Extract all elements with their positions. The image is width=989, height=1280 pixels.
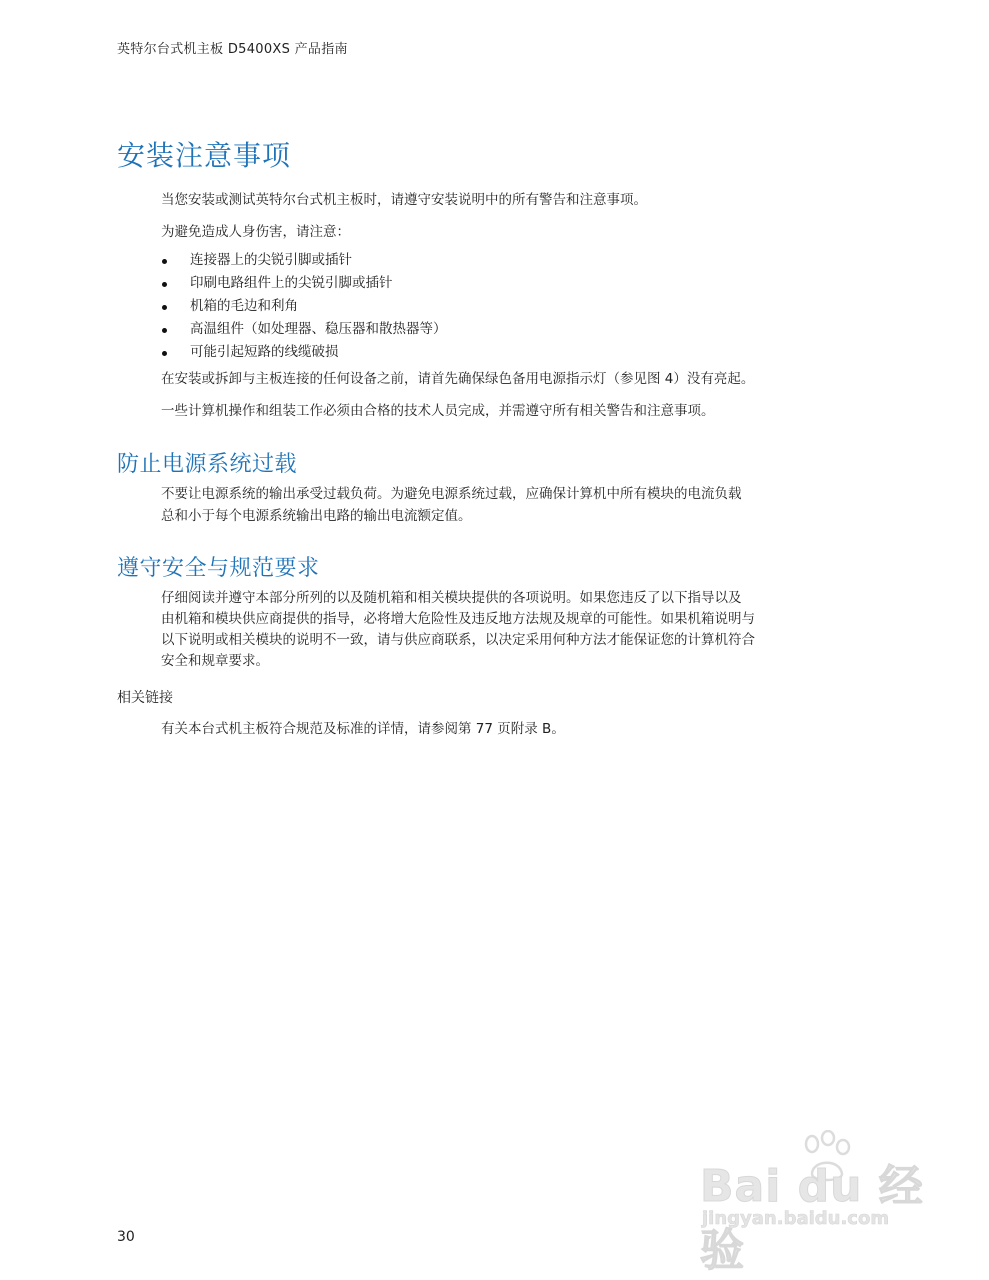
baidu-watermark <box>700 1130 940 1276</box>
section-title-installation: 安装注意事项 <box>117 139 292 172</box>
power-overload-line-2: 总和小于每个电源系统输出电路的输出电流额定值。 <box>161 508 472 524</box>
power-overload-line-1: 不要让电源系统的输出承受过载负荷。为避免电源系统过载，应确保计算机中所有模块的电流负载 <box>161 486 742 502</box>
installation-intro: 当您安装或测试英特尔台式机主板时，请遵守安装说明中的所有警告和注意事项。 <box>161 192 647 208</box>
bullet-icon <box>162 282 167 287</box>
list-item: 印刷电路组件上的尖锐引脚或插针 <box>161 272 447 295</box>
page-number: 30 <box>117 1229 135 1245</box>
related-links-text: 有关本台式机主板符合规范及标准的详情，请参阅第 77 页附录 B。 <box>161 721 565 737</box>
bullet-icon <box>162 259 167 264</box>
list-item: 连接器上的尖锐引脚或插针 <box>161 249 447 272</box>
section-title-power-overload: 防止电源系统过载 <box>117 452 298 477</box>
list-item: 机箱的毛边和利角 <box>161 295 447 318</box>
bullet-icon <box>162 305 167 310</box>
bullet-icon <box>162 328 167 333</box>
watermark-logo: Bai du 经验 <box>700 1161 924 1276</box>
watermark-site: jingyan.baidu.com <box>702 1208 890 1229</box>
standby-power-note: 在安装或拆卸与主板连接的任何设备之前，请首先确保绿色备用电源指示灯（参见图 4）没有亮起。 <box>161 371 755 387</box>
list-item: 可能引起短路的线缆破损 <box>161 341 447 364</box>
section-title-safety-compliance: 遵守安全与规范要求 <box>117 556 320 581</box>
hazard-list <box>161 249 447 364</box>
qualified-technician-note: 一些计算机操作和组装工作必须由合格的技术人员完成，并需遵守所有相关警告和注意事项。 <box>161 403 715 419</box>
safety-line-4: 安全和规章要求。 <box>161 653 269 669</box>
related-links-heading: 相关链接 <box>117 690 173 706</box>
injury-lead: 为避免造成人身伤害，请注意： <box>161 224 350 240</box>
safety-line-1: 仔细阅读并遵守本部分所列的以及随机箱和相关模块提供的各项说明。如果您违反了以下指导以及 <box>161 590 742 606</box>
bullet-icon <box>162 351 167 356</box>
safety-line-3: 以下说明或相关模块的说明不一致，请与供应商联系，以决定采用何种方法才能保证您的计算机符合 <box>161 632 755 648</box>
safety-line-2: 由机箱和模块供应商提供的指导，必将增大危险性及违反地方法规及规章的可能性。如果机箱说明与 <box>161 611 755 627</box>
running-header: 英特尔台式机主板 D5400XS 产品指南 <box>117 42 348 57</box>
list-item: 高温组件（如处理器、稳压器和散热器等） <box>161 318 447 341</box>
